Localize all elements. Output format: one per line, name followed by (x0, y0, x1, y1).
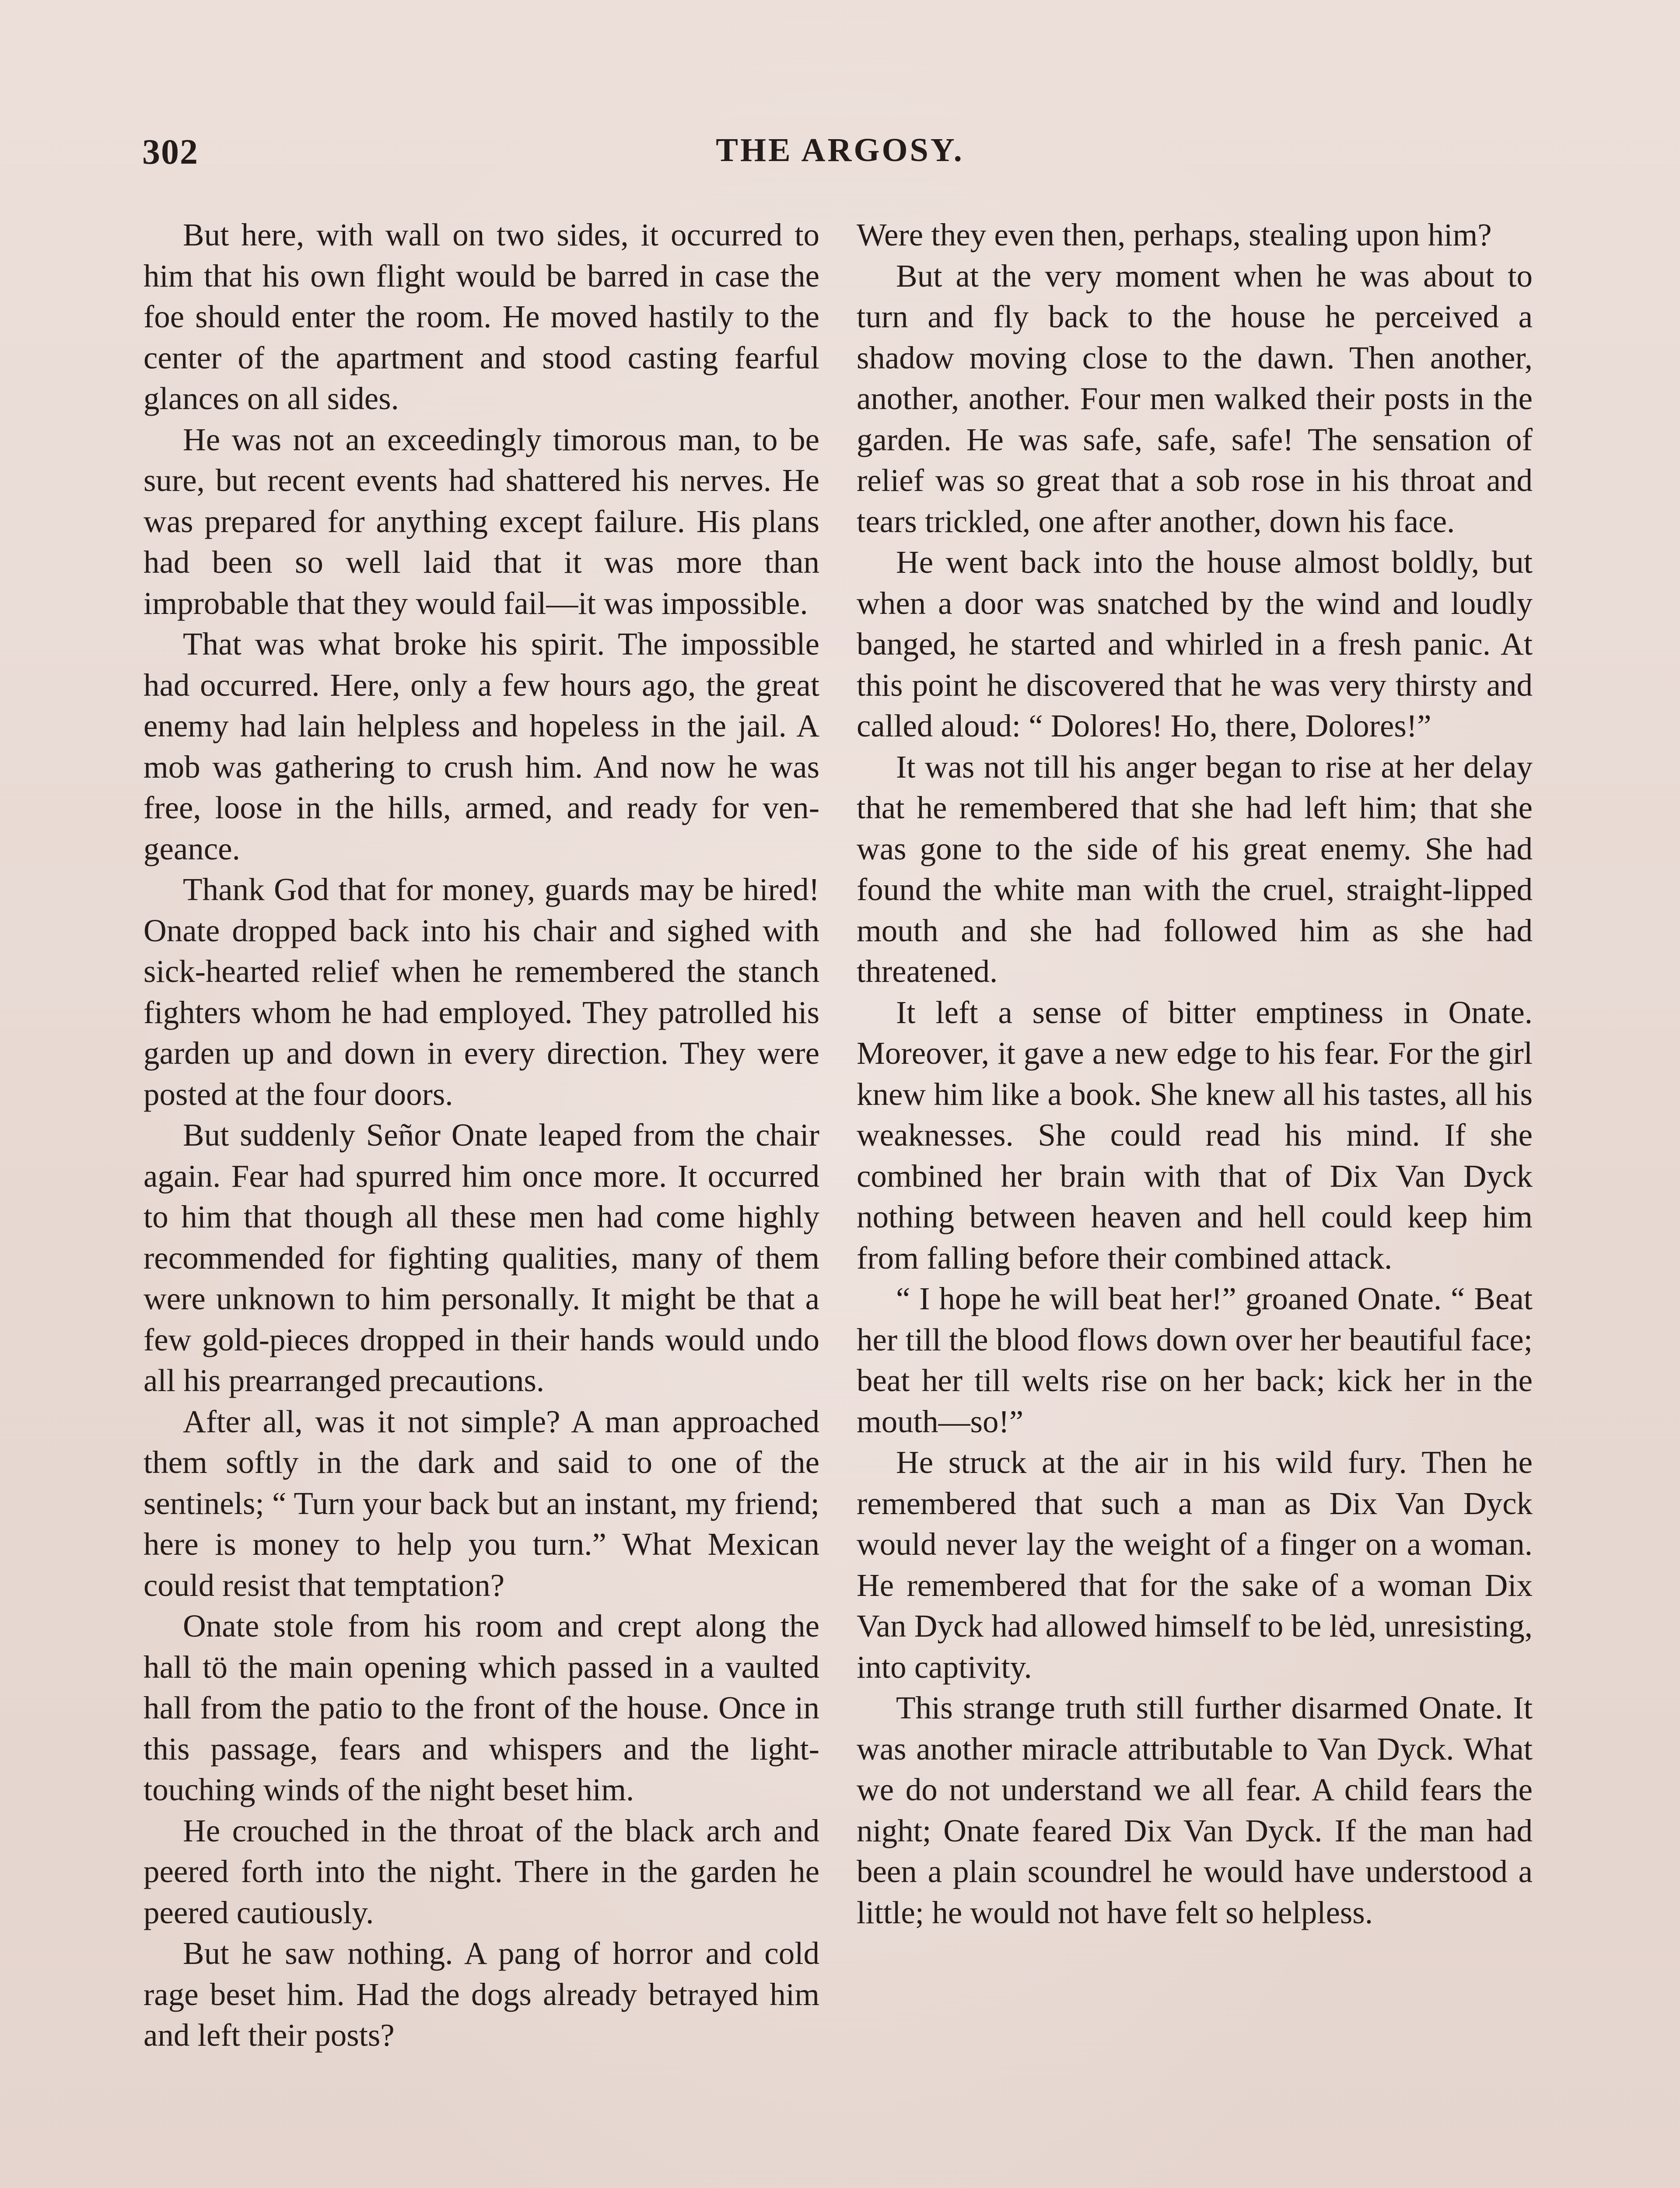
paragraph: He went back into the house almost boldly, but when a door was snatched by the wind and loudly banged, he started and whirled in a fresh panic. At this point he discovered that he was very thirsty and called aloud: “ Dolores! Ho, there, Dolores!” (857, 544, 1533, 743)
paragraph: After all, was it not simple? A man approached them softly in the dark and said to one of the sentinels; “ Turn your back but an instant, my friend; here is money to help you turn.” What Mexican could resist that temptation? (144, 1403, 819, 1603)
paragraph: It left a sense of bitter emptiness in Onate. Moreover, it gave a new edge to his fear. For the girl knew him like a book. She knew all his tastes, all his weaknesses. She could read his mind. If she combined her brain with that of Dix Van Dyck nothing between heaven and hell could keep him from falling before their combined attack. (857, 994, 1533, 1276)
page-number: 302 (142, 132, 199, 172)
paragraph: “ I hope he will beat her!” groaned Onate. “ Beat her till the blood flows down over her beautiful face; beat her till welts rise on her back; kick her in the mouth—so!” (857, 1281, 1533, 1439)
running-head (142, 131, 1538, 179)
paragraph: This strange truth still further disarmed Onate. It was another miracle attributable to Van Dyck. What we do not understand we all fear. A child fears the night; Onate feared Dix Van Dyck. If the man had been a plain scoundrel he would have understood a little; he would not have felt so helpless. (857, 1690, 1533, 1930)
paragraph: It was not till his anger began to rise at her delay that he remembered that she had left him; that she was gone to the side of his great enemy. She had found the white man with the cruel, straight-lipped mouth and she had followed him as she had threatened. (857, 749, 1533, 989)
continued-paragraph: Were they even then, perhaps, stealing upon him? (857, 217, 1492, 252)
paragraph: He crouched in the throat of the black arch and peered forth into the night. There in the garden he peered cautiously. (144, 1813, 819, 1930)
paragraph: Thank God that for money, guards may be hired! Onate dropped back into his chair and sighed with sick-hearted relief when he remembered the stanch fighters whom he had employed. They patrolled his garden up and down in every direction. They were posted at the four doors. (144, 872, 819, 1112)
right-column (857, 214, 1533, 1933)
paragraph: He was not an exceedingly timorous man, to be sure, but recent events had shattered his nerves. He was prepared for anything except failure. His plans had been so well laid that it was more than improbable that they would fail—it was impossible. (144, 421, 819, 621)
journal-title: THE ARGOSY. (716, 132, 964, 168)
paragraph: He struck at the air in his wild fury. Then he remembered that such a man as Dix Van Dyck would never lay the weight of a finger on a woman. He remembered that for the sake of a woman Dix Van Dyck had allowed himself to be lėd, unresisting, into captivity. (857, 1445, 1533, 1685)
paragraph: But here, with wall on two sides, it occurred to him that his own flight would be barred in case the foe should enter the room. He moved hastily to the center of the apartment and stood casting fearful glances on all sides. (144, 217, 819, 416)
paragraph: That was what broke his spirit. The impossible had occurred. Here, only a few hours ago, the great enemy had lain helpless and hopeless in the jail. A mob was gathering to crush him. And now he was free, loose in the hills, armed, and ready for vengeance. (144, 626, 819, 866)
paragraph: Onate stole from his room and crept along the hall tö the main opening which passed in a vaulted hall from the patio to the front of the house. Once in this passage, fears and whispers and the light-touching winds of the night beset him. (144, 1608, 819, 1807)
paragraph: But he saw nothing. A pang of horror and cold rage beset him. Had the dogs already betrayed him and left their posts? (144, 1936, 819, 2053)
left-column (144, 214, 819, 2056)
paragraph: But at the very moment when he was about to turn and fly back to the house he perceived a shadow moving close to the dawn. Then another, another, another. Four men walked their posts in the garden. He was safe, safe, safe! The sensation of relief was so great that a sob rose in his throat and tears trickled, one after another, down his face. (857, 258, 1533, 539)
paragraph: But suddenly Señor Onate leaped from the chair again. Fear had spurred him once more. It occurred to him that though all these men had come highly recommended for fighting qualities, many of them were unknown to him personally. It might be that a few gold-pieces dropped in their hands would undo all his prearranged precautions. (144, 1117, 819, 1398)
